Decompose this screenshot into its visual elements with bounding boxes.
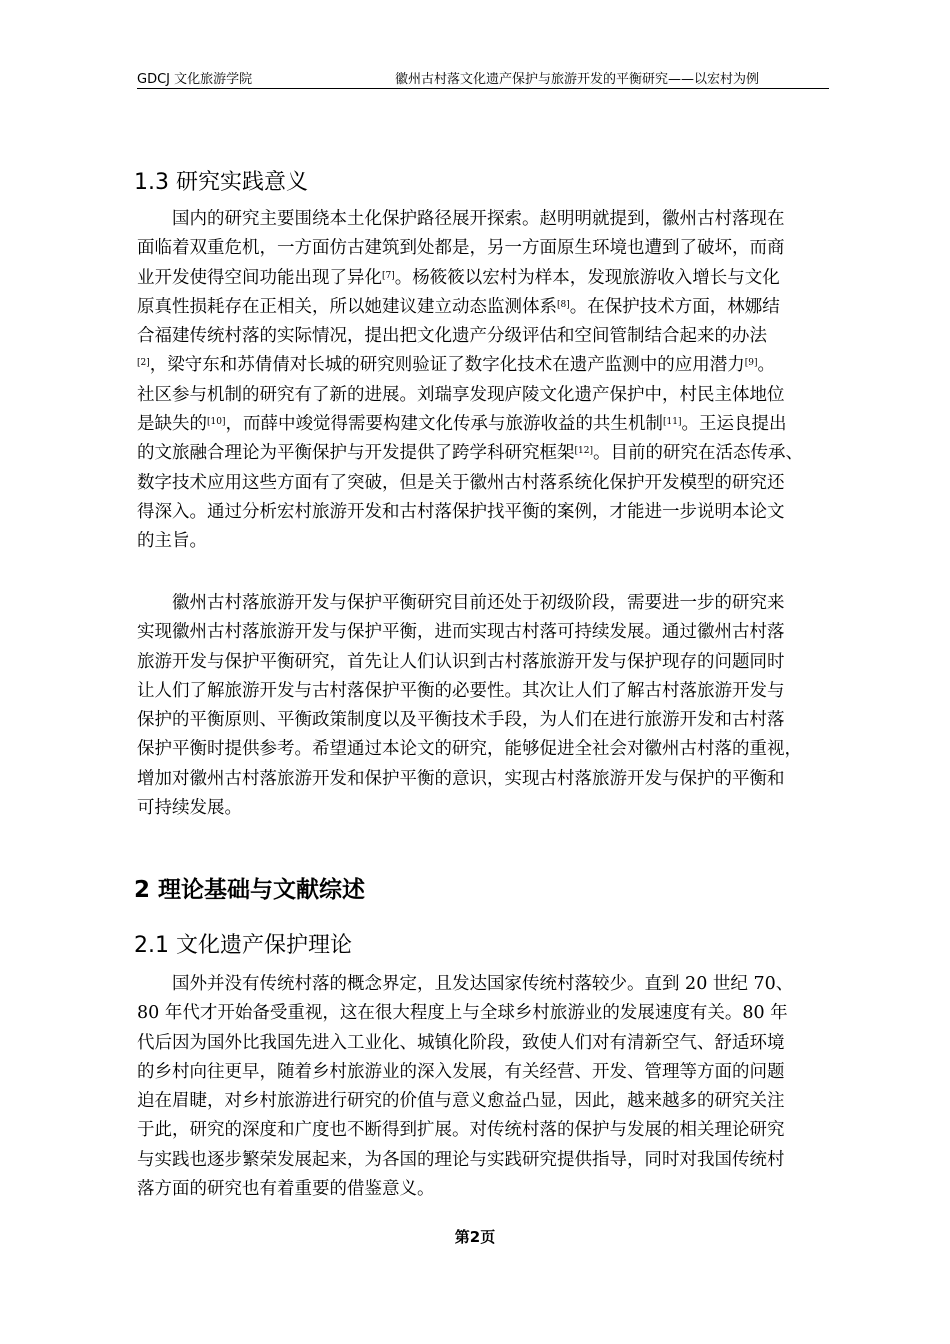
- text-line: 是缺失的[10]，而薛中竣觉得需要构建文化传承与旅游收益的共生机制[11]。王运良提出: [137, 414, 787, 435]
- text-line: 原真性损耗存在正相关，所以她建议建立动态监测体系[8]。在保护技术方面，林娜结: [137, 296, 780, 317]
- text-line: 于此，研究的深度和广度也不断得到扩展。对传统村落的保护与发展的相关理论研究: [137, 1120, 785, 1141]
- citation-8: [8]: [557, 299, 570, 310]
- text-line: 的乡村向往更早，随着乡村旅游业的深入发展，有关经营、开发、管理等方面的问题: [137, 1061, 785, 1082]
- section-heading-2-1: 2.1 文化遗产保护理论: [134, 933, 352, 958]
- header-paper-title: 徽州古村落文化遗产保护与旅游开发的平衡研究——以宏村为例: [395, 72, 760, 87]
- text-line: 合福建传统村落的实际情况，提出把文化遗产分级评估和空间管制结合起来的办法: [137, 326, 767, 347]
- chapter-heading-2: 2 理论基础与文献综述: [134, 877, 366, 903]
- citation-11: [11]: [662, 417, 682, 428]
- text-line: 让人们了解旅游开发与古村落保护平衡的必要性。其次让人们了解古村落旅游开发与: [137, 680, 785, 701]
- text-line: 代后因为国外比我国先进入工业化、城镇化阶段，致使人们对有清新空气、舒适环境: [137, 1032, 785, 1053]
- page-number: 第2页: [454, 1228, 496, 1246]
- text-line: 徽州古村落旅游开发与保护平衡研究目前还处于初级阶段，需要进一步的研究来: [172, 593, 785, 613]
- text-line: 80 年代才开始备受重视，这在很大程度上与全球乡村旅游业的发展速度有关。80 年: [137, 1003, 788, 1024]
- text-line: 与实践也逐步繁荣发展起来，为各国的理论与实践研究提供指导，同时对我国传统村: [137, 1149, 785, 1170]
- text-line: 面临着双重危机，一方面仿古建筑到处都是，另一方面原生环境也遭到了破坏，而商: [137, 238, 785, 259]
- citation-9: [9]: [744, 358, 758, 369]
- text-line: [2]，梁守东和苏倩倩对长城的研究则验证了数字化技术在遗产监测中的应用潜力[9]。: [137, 355, 775, 376]
- text-line: 的文旅融合理论为平衡保护与开发提供了跨学科研究框架[12]。目前的研究在活态传承、: [137, 443, 803, 464]
- section-heading-1-3: 1.3 研究实践意义: [134, 170, 308, 195]
- citation-2: [2]: [137, 358, 150, 369]
- header-institution: GDCJ 文化旅游学院: [137, 72, 253, 87]
- text-line: 保护的平衡原则、平衡政策制度以及平衡技术手段，为人们在进行旅游开发和古村落: [137, 710, 785, 731]
- text-line: 国内的研究主要围绕本土化保护路径展开探索。赵明明就提到，徽州古村落现在: [172, 209, 785, 229]
- citation-12: [12]: [574, 446, 593, 457]
- text-line: 社区参与机制的研究有了新的进展。刘瑞享发现庐陵文化遗产保护中，村民主体地位: [137, 384, 785, 405]
- citation-7: [7]: [382, 270, 395, 281]
- page-header: [137, 66, 829, 89]
- text-line: 数字技术应用这些方面有了突破，但是关于徽州古村落系统化保护开发模型的研究还: [137, 472, 785, 493]
- paragraph-1-3-a: [137, 205, 829, 557]
- paragraph-2-1-a: [137, 970, 829, 1204]
- text-line: 保护平衡时提供参考。希望通过本论文的研究，能够促进全社会对徽州古村落的重视，: [137, 739, 802, 760]
- paragraph-1-3-b: [137, 589, 829, 823]
- text-line: 的主旨。: [137, 531, 207, 552]
- text-line: 实现徽州古村落旅游开发与保护平衡，进而实现古村落可持续发展。通过徽州古村落: [137, 622, 785, 643]
- text-line: 迫在眉睫，对乡村旅游进行研究的价值与意义愈益凸显，因此，越来越多的研究关注: [137, 1091, 785, 1112]
- text-line: 业开发使得空间功能出现了异化[7]。杨筱筱以宏村为样本，发现旅游收入增长与文化: [137, 267, 780, 288]
- citation-10: [10]: [207, 417, 226, 428]
- text-line: 旅游开发与保护平衡研究，首先让人们认识到古村落旅游开发与保护现存的问题同时: [137, 651, 785, 672]
- text-line: 国外并没有传统村落的概念界定，且发达国家传统村落较少。直到 20 世纪 70、: [172, 974, 794, 994]
- text-line: 得深入。通过分析宏村旅游开发和古村落保护找平衡的案例，才能进一步说明本论文: [137, 501, 785, 522]
- text-line: 落方面的研究也有着重要的借鉴意义。: [137, 1179, 435, 1200]
- text-line: 可持续发展。: [137, 798, 242, 819]
- text-line: 增加对徽州古村落旅游开发和保护平衡的意识，实现古村落旅游开发与保护的平衡和: [137, 768, 785, 789]
